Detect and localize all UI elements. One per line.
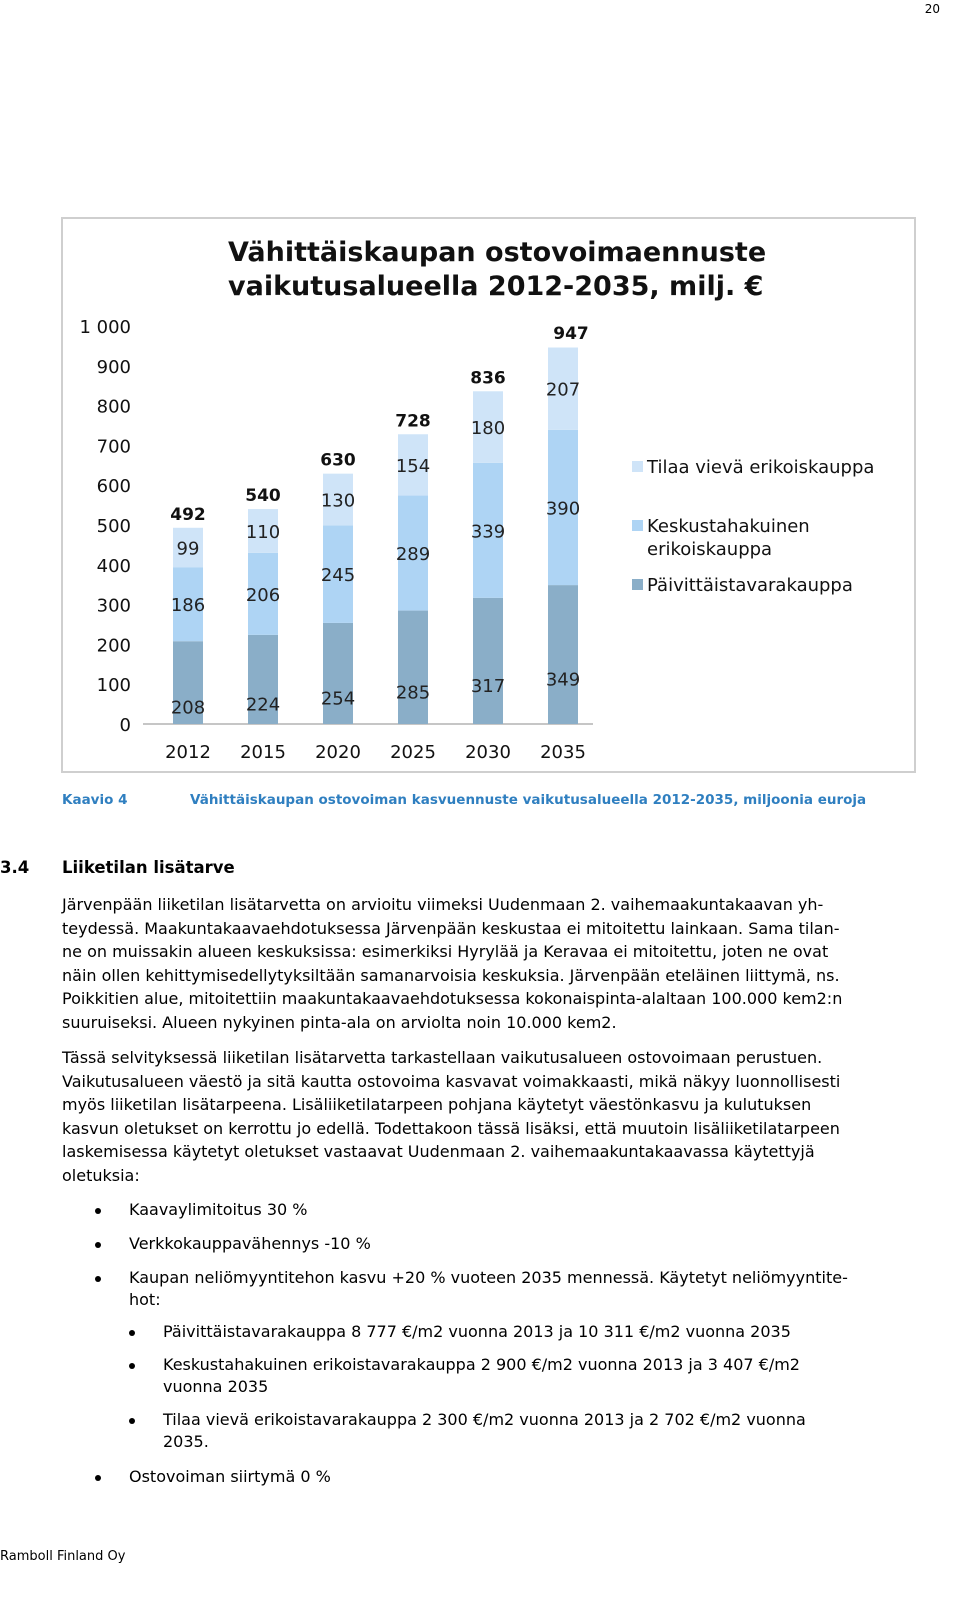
data-label: 99 xyxy=(176,538,200,560)
data-label: 186 xyxy=(170,595,206,617)
y-tick-label: 0 xyxy=(119,715,131,736)
page-number: 20 xyxy=(924,2,940,16)
caption-number: Kaavio 4 xyxy=(62,792,128,808)
paragraph-line: teydessä. Maakuntakaavaehdotuksessa Järvenpään keskustaa ei mitoitettu lainkaan. Sama tilan- xyxy=(62,918,840,938)
bar-segment xyxy=(545,585,581,724)
bullet-text: Verkkokauppavähennys -10 % xyxy=(129,1234,371,1253)
paragraph-line: laskemisessa käytetyt oletukset vastaavat Uudenmaan 2. vaihemaakuntakaavassa käytettyjä xyxy=(62,1142,815,1162)
total-label: 836 xyxy=(470,368,506,389)
data-label: 245 xyxy=(320,565,356,587)
data-label: 207 xyxy=(545,379,581,401)
paragraph-line: Poikkitien alue, mitoitettiin maakuntakaavaehdotuksessa kokonaispinta-alaltaan 100.000 kem2:n xyxy=(62,989,843,1009)
bullet-text: Tilaa vievä erikoistavarakauppa 2 300 €/m2 vuonna 2013 ja 2 702 €/m2 vuonna xyxy=(163,1410,806,1429)
paragraph-line: oletuksia: xyxy=(62,1165,140,1185)
y-tick-label: 700 xyxy=(96,436,131,458)
data-label: 390 xyxy=(545,498,581,520)
x-tick-label: 2030 xyxy=(465,742,511,763)
y-tick-label: 300 xyxy=(96,595,131,617)
bullet-dot xyxy=(95,1242,101,1248)
bullet-dot xyxy=(129,1330,135,1336)
paragraph-line: Tässä selvityksessä liiketilan lisätarvetta tarkastellaan vaikutusalueen ostovoimaan perustuen. xyxy=(62,1048,823,1067)
bullet-text: Päivittäistavarakauppa 8 777 €/m2 vuonna 2013 ja 10 311 €/m2 vuonna 2035 xyxy=(163,1322,791,1341)
data-label: 206 xyxy=(245,584,281,606)
data-label: 349 xyxy=(545,669,581,691)
bar-segment xyxy=(395,611,431,724)
x-tick-label: 2020 xyxy=(315,742,361,763)
data-label: 317 xyxy=(470,675,506,697)
legend-label: Keskustahakuinen xyxy=(647,516,810,537)
total-label: 630 xyxy=(320,450,356,471)
total-label: 728 xyxy=(395,411,431,432)
caption-text: Vähittäiskaupan ostovoiman kasvuennuste vaikutusalueella 2012-2035, miljoonia euroja xyxy=(190,792,867,808)
data-label: 130 xyxy=(320,490,356,512)
chart-frame xyxy=(61,217,916,773)
bullet-dot xyxy=(95,1276,101,1282)
bullet-text: 2035. xyxy=(163,1432,209,1451)
bullet-dot xyxy=(129,1418,135,1424)
bar-segment xyxy=(470,598,506,724)
legend-label: Päivittäistavarakauppa xyxy=(647,575,853,596)
data-label: 285 xyxy=(395,682,431,704)
y-tick-label: 600 xyxy=(96,476,131,498)
paragraph-line: ne on muissakin alueen keskuksissa: esimerkiksi Hyrylää ja Keravaa ei mitoitettu, joten ne ovat xyxy=(62,942,829,962)
stacked-bar-chart xyxy=(63,219,914,771)
section-number: 3.4 xyxy=(0,858,30,877)
data-label: 110 xyxy=(245,521,281,543)
chart-title: vaikutusalueella 2012-2035, milj. € xyxy=(228,271,764,302)
y-tick-label: 100 xyxy=(96,675,131,697)
data-label: 208 xyxy=(170,697,206,719)
legend-swatch xyxy=(632,579,643,590)
paragraph-line: Vaikutusalueen väestö ja sitä kautta ostovoima kasvavat voimakkaasti, mikä näkyy luonnollisesti xyxy=(62,1071,841,1091)
data-label: 254 xyxy=(320,688,356,710)
bullet-text: Kaupan neliömyyntitehon kasvu +20 % vuoteen 2035 mennessä. Käytetyt neliömyyntite- xyxy=(129,1268,848,1287)
y-tick-label: 900 xyxy=(96,356,131,378)
footer: Ramboll Finland Oy xyxy=(0,1549,126,1564)
y-tick-label: 200 xyxy=(96,635,131,657)
paragraph-1 xyxy=(62,893,938,1035)
data-label: 339 xyxy=(470,521,506,543)
bullet-text: Ostovoiman siirtymä 0 % xyxy=(129,1467,331,1486)
y-tick-label: 800 xyxy=(96,396,131,418)
bullet-text: hot: xyxy=(129,1290,161,1309)
data-label: 154 xyxy=(395,455,431,477)
y-tick-label: 400 xyxy=(96,555,131,577)
legend-label: Tilaa vievä erikoiskauppa xyxy=(647,457,875,478)
x-tick-label: 2035 xyxy=(540,742,586,763)
data-label: 289 xyxy=(395,544,431,566)
data-label: 180 xyxy=(470,418,506,440)
x-tick-label: 2012 xyxy=(165,742,211,763)
legend-label: erikoiskauppa xyxy=(647,539,773,560)
chart-title: Vähittäiskaupan ostovoimaennuste xyxy=(228,237,767,268)
x-tick-label: 2015 xyxy=(240,742,286,763)
paragraph-line: Järvenpään liiketilan lisätarvetta on arvioitu viimeksi Uudenmaan 2. vaihemaakuntakaavan yh- xyxy=(62,895,824,914)
total-label: 492 xyxy=(170,505,206,526)
section-title: Liiketilan lisätarve xyxy=(62,858,235,877)
bullet-text: vuonna 2035 xyxy=(163,1377,269,1396)
paragraph-line: suuruiseksi. Alueen nykyinen pinta-ala on arviolta noin 10.000 kem2. xyxy=(62,1012,617,1032)
y-tick-label: 500 xyxy=(96,516,131,537)
paragraph-line: näin ollen kehittymisedellytyksiltään samanarvoisia keskuksia. Järvenpään eteläinen liittymä, ns. xyxy=(62,965,840,985)
bullet-text: Keskustahakuinen erikoistavarakauppa 2 900 €/m2 vuonna 2013 ja 3 407 €/m2 xyxy=(163,1355,800,1374)
legend-swatch xyxy=(632,520,643,531)
paragraph-line: myös liiketilan lisätarpeena. Lisäliiketilatarpeen pohjana käytetyt väestönkasvu ja kulutuksen xyxy=(62,1095,812,1115)
paragraph-2 xyxy=(62,1046,938,1188)
paragraph-line: kasvun oletukset on kerrottu jo edellä. Todettakoon tässä lisäksi, että muutoin lisäliiketilatarpeen xyxy=(62,1118,840,1138)
bullet-dot xyxy=(95,1475,101,1481)
legend-swatch xyxy=(632,461,643,472)
total-label: 540 xyxy=(245,486,281,507)
y-tick-label: 1 000 xyxy=(79,317,131,338)
bullet-dot xyxy=(95,1208,101,1214)
bullet-dot xyxy=(129,1363,135,1369)
total-label: 947 xyxy=(553,324,589,345)
data-label: 224 xyxy=(245,694,281,716)
x-tick-label: 2025 xyxy=(390,742,436,763)
bullet-text: Kaavaylimitoitus 30 % xyxy=(129,1200,308,1219)
